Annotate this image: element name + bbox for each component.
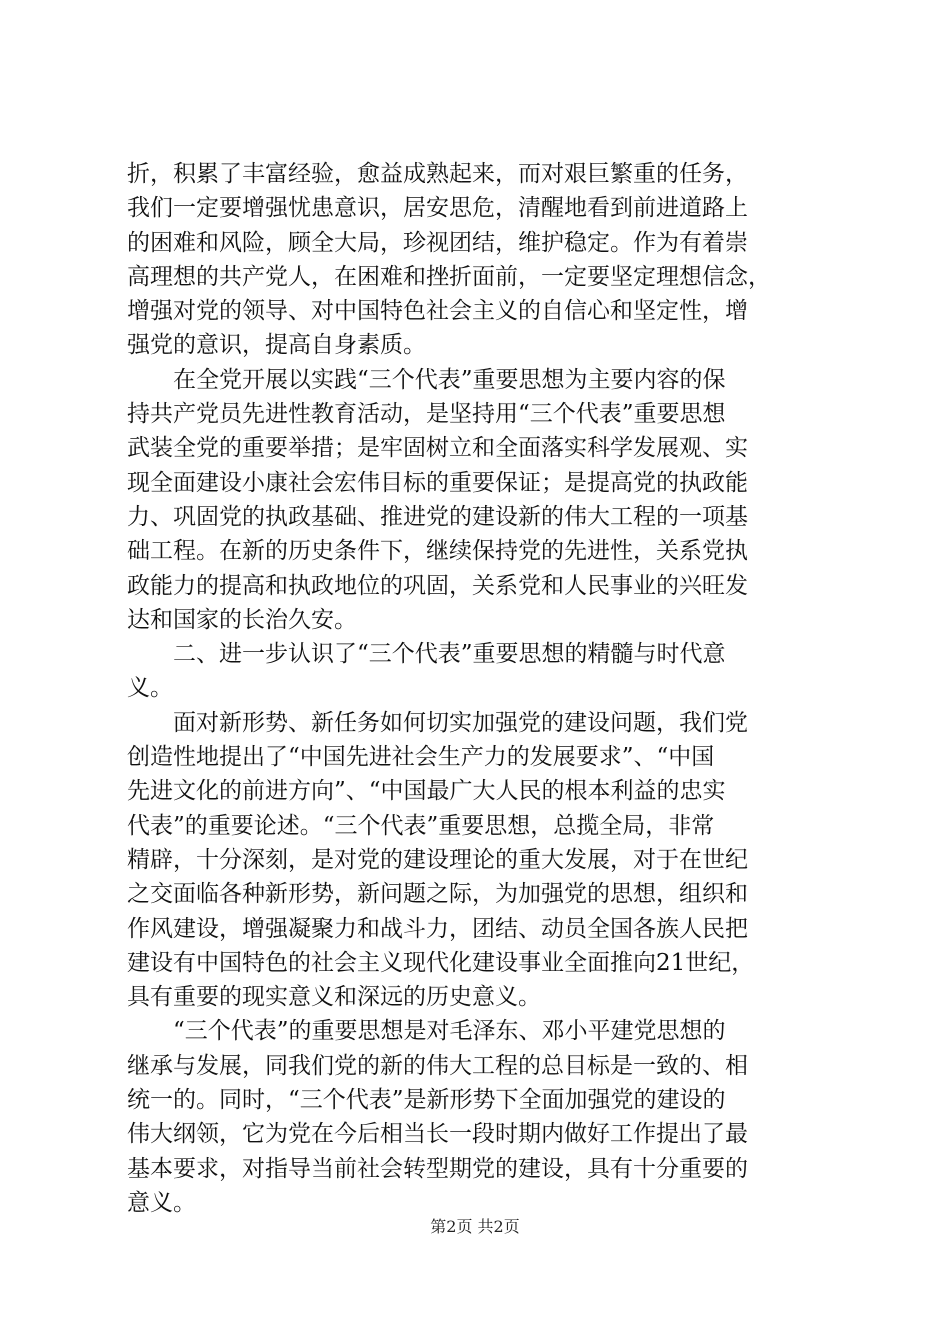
page-number-footer: 第2页 共2页 — [430, 1217, 520, 1236]
text-line: 高理想的共产党人，在困难和挫折面前，一定要坚定理想信念， — [127, 263, 771, 290]
text-line: 伟大纲领，它为党在今后相当长一段时期内做好工作提出了最 — [127, 1121, 748, 1148]
text-line: 强党的意识，提高自身素质。 — [127, 332, 426, 359]
text-line: 的困难和风险，顾全大局，珍视团结，维护稳定。作为有着崇 — [127, 229, 748, 256]
text-line: 继承与发展，同我们党的新的伟大工程的总目标是一致的、相 — [127, 1052, 748, 1079]
text-line: 意义。 — [127, 1189, 196, 1216]
text-line: 持共产党员先进性教育活动，是坚持用“三个代表”重要思想 — [127, 401, 726, 428]
text-line: 础工程。在新的历史条件下，继续保持党的先进性，关系党执 — [127, 538, 748, 565]
text-line: 增强对党的领导、对中国特色社会主义的自信心和坚定性，增 — [127, 298, 748, 325]
text-line: 建设有中国特色的社会主义现代化建设事业全面推向21世纪， — [127, 949, 755, 976]
text-line: 之交面临各种新形势，新问题之际，为加强党的思想，组织和 — [127, 881, 748, 908]
text-line: 具有重要的现实意义和深远的历史意义。 — [127, 984, 541, 1011]
text-line: 武装全党的重要举措；是牢固树立和全面落实科学发展观、实 — [127, 435, 748, 462]
text-line: 基本要求，对指导当前社会转型期党的建设，具有十分重要的 — [127, 1155, 748, 1182]
document-body — [127, 157, 837, 1220]
text-line: 统一的。同时，“三个代表”是新形势下全面加强党的建设的 — [127, 1087, 726, 1114]
section-heading-line: 义。 — [127, 675, 173, 702]
text-line: 先进文化的前进方向”、“中国最广大人民的根本利益的忠实 — [127, 778, 726, 805]
text-line: 创造性地提出了“中国先进社会生产力的发展要求”、“中国 — [127, 744, 715, 771]
text-line: 力、巩固党的执政基础、推进党的建设新的伟大工程的一项基 — [127, 503, 748, 530]
text-line: 作风建设，增强凝聚力和战斗力，团结、动员全国各族人民把 — [127, 915, 748, 942]
text-line: 政能力的提高和执政地位的巩固，关系党和人民事业的兴旺发 — [127, 572, 748, 599]
text-line: 精辟，十分深刻，是对党的建设理论的重大发展，对于在世纪 — [127, 846, 748, 873]
text-line: 面对新形势、新任务如何切实加强党的建设问题，我们党 — [127, 709, 748, 736]
text-line: 我们一定要增强忧患意识，居安思危，清醒地看到前进道路上 — [127, 195, 748, 222]
text-line: 在全党开展以实践“三个代表”重要思想为主要内容的保 — [127, 366, 726, 393]
text-line: 代表”的重要论述。“三个代表”重要思想，总揽全局，非常 — [127, 812, 715, 839]
text-line: 现全面建设小康社会宏伟目标的重要保证；是提高党的执政能 — [127, 469, 748, 496]
text-line: 折，积累了丰富经验，愈益成熟起来，而对艰巨繁重的任务， — [127, 161, 748, 187]
text-line: “三个代表”的重要思想是对毛泽东、邓小平建党思想的 — [127, 1018, 726, 1045]
section-heading-line: 二、进一步认识了“三个代表”重要思想的精髓与时代意 — [127, 641, 726, 668]
text-line: 达和国家的长治久安。 — [127, 606, 357, 633]
